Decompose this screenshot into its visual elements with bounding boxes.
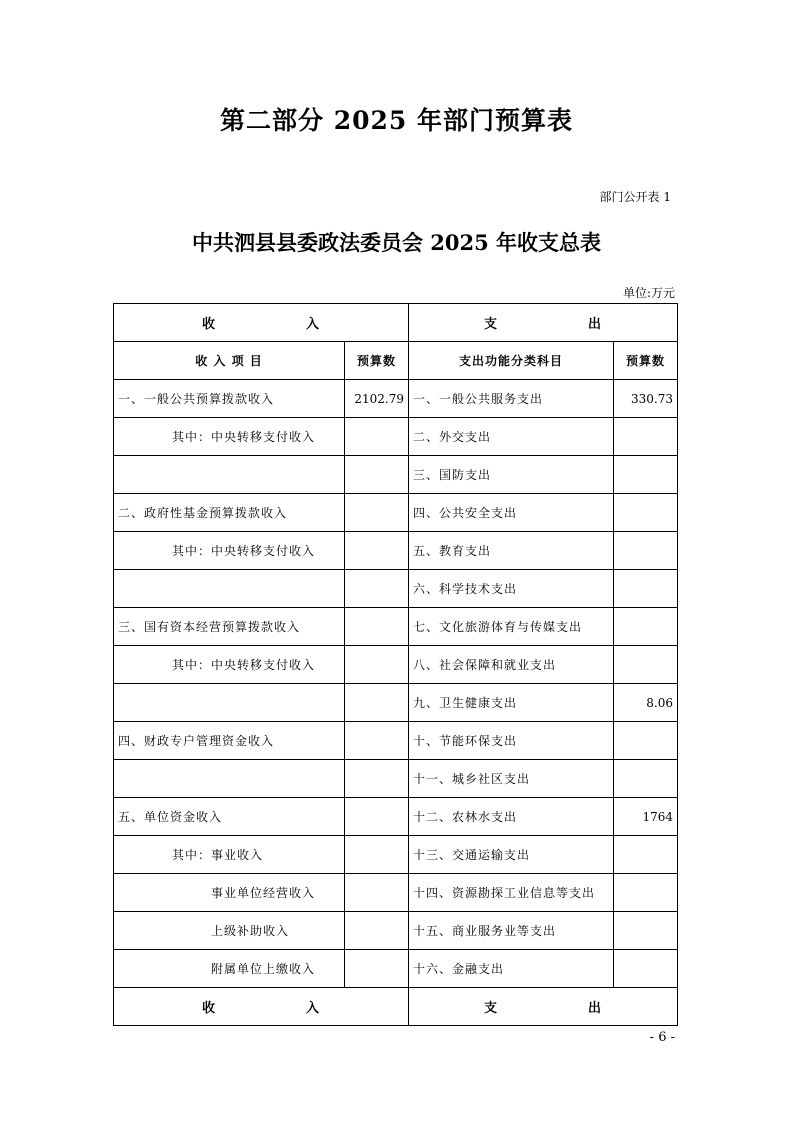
- section-header-row-repeat: [114, 988, 678, 1026]
- table-row: [114, 646, 678, 684]
- table-row: [114, 836, 678, 874]
- table-row: [114, 950, 678, 988]
- income-value-cell: [345, 874, 409, 912]
- expense-value-cell: [614, 570, 678, 608]
- income-item-cell: 三、国有资本经营预算拨款收入: [114, 608, 345, 646]
- expense-value-cell: [614, 874, 678, 912]
- income-item-cell: [114, 456, 345, 494]
- expense-value-cell: 8.06: [614, 684, 678, 722]
- income-item-cell: 一、一般公共预算拨款收入: [114, 380, 345, 418]
- expense-item-cell: 八、社会保障和就业支出: [409, 646, 614, 684]
- table-number: 部门公开表 1: [599, 190, 671, 204]
- section-header-row: [114, 304, 678, 342]
- income-item-cell: 其中：事业收入: [114, 836, 345, 874]
- income-section-header: 收 入: [114, 988, 409, 1026]
- expense-item-cell: 十一、城乡社区支出: [409, 760, 614, 798]
- income-value-cell: [345, 722, 409, 760]
- table-row: [114, 532, 678, 570]
- table-row: [114, 798, 678, 836]
- income-value-cell: [345, 418, 409, 456]
- income-value-cell: 2102.79: [345, 380, 409, 418]
- income-value-cell: [345, 760, 409, 798]
- expense-item-cell: 十四、资源勘探工业信息等支出: [409, 874, 614, 912]
- income-value-cell: [345, 836, 409, 874]
- income-item-cell: 附属单位上缴收入: [114, 950, 345, 988]
- expense-value-cell: 330.73: [614, 380, 678, 418]
- expense-value-cell: [614, 760, 678, 798]
- income-item-cell: 其中：中央转移支付收入: [114, 646, 345, 684]
- expense-item-cell: 七、文化旅游体育与传媒支出: [409, 608, 614, 646]
- expense-item-cell: 十六、金融支出: [409, 950, 614, 988]
- income-item-cell: 其中：中央转移支付收入: [114, 532, 345, 570]
- income-item-cell: [114, 684, 345, 722]
- expense-value-cell: [614, 532, 678, 570]
- table-row: [114, 874, 678, 912]
- income-value-cell: [345, 494, 409, 532]
- unit-label: 单位:万元: [622, 286, 675, 300]
- table-row: [114, 912, 678, 950]
- page-number: - 6 -: [649, 1030, 675, 1045]
- table-row: [114, 608, 678, 646]
- expense-item-cell: 一、一般公共服务支出: [409, 380, 614, 418]
- table-row: [114, 456, 678, 494]
- table-row: [114, 380, 678, 418]
- income-value-cell: [345, 570, 409, 608]
- expense-value-cell: [614, 418, 678, 456]
- expense-value-cell: [614, 494, 678, 532]
- table-row: [114, 418, 678, 456]
- expense-value-cell: [614, 836, 678, 874]
- expense-item-cell: 五、教育支出: [409, 532, 614, 570]
- expense-item-cell: 二、外交支出: [409, 418, 614, 456]
- expense-item-cell: 四、公共安全支出: [409, 494, 614, 532]
- table-row: [114, 570, 678, 608]
- income-item-cell: 上级补助收入: [114, 912, 345, 950]
- table-row: [114, 684, 678, 722]
- income-value-cell: [345, 684, 409, 722]
- expense-budget-header: 预算数: [614, 342, 678, 380]
- income-value-cell: [345, 456, 409, 494]
- income-budget-header: 预算数: [345, 342, 409, 380]
- income-value-cell: [345, 646, 409, 684]
- income-item-cell: 四、财政专户管理资金收入: [114, 722, 345, 760]
- expense-item-header: 支出功能分类科目: [409, 342, 614, 380]
- expense-value-cell: [614, 646, 678, 684]
- expense-item-cell: 六、科学技术支出: [409, 570, 614, 608]
- expense-item-cell: 十三、交通运输支出: [409, 836, 614, 874]
- expense-value-cell: [614, 608, 678, 646]
- column-header-row: [114, 342, 678, 380]
- table-row: [114, 722, 678, 760]
- expense-item-cell: 九、卫生健康支出: [409, 684, 614, 722]
- income-item-cell: 二、政府性基金预算拨款收入: [114, 494, 345, 532]
- expense-item-cell: 十、节能环保支出: [409, 722, 614, 760]
- income-value-cell: [345, 798, 409, 836]
- income-value-cell: [345, 912, 409, 950]
- expense-value-cell: [614, 722, 678, 760]
- part-title: 第二部分 2025 年部门预算表: [220, 106, 573, 135]
- budget-table: [113, 303, 678, 1026]
- expense-value-cell: 1764: [614, 798, 678, 836]
- table-title: 中共泗县县委政法委员会 2025 年收支总表: [191, 230, 602, 255]
- table-row: [114, 494, 678, 532]
- income-section-header: 收 入: [114, 304, 409, 342]
- expense-value-cell: [614, 950, 678, 988]
- income-item-cell: [114, 570, 345, 608]
- expense-item-cell: 十二、农林水支出: [409, 798, 614, 836]
- income-item-cell: 事业单位经营收入: [114, 874, 345, 912]
- expense-value-cell: [614, 456, 678, 494]
- expense-item-cell: 十五、商业服务业等支出: [409, 912, 614, 950]
- expense-value-cell: [614, 912, 678, 950]
- income-item-cell: 五、单位资金收入: [114, 798, 345, 836]
- expense-section-header: 支 出: [409, 304, 678, 342]
- expense-item-cell: 三、国防支出: [409, 456, 614, 494]
- income-value-cell: [345, 532, 409, 570]
- income-value-cell: [345, 608, 409, 646]
- income-item-header: 收 入 项 目: [114, 342, 345, 380]
- expense-section-header: 支 出: [409, 988, 678, 1026]
- income-item-cell: [114, 760, 345, 798]
- income-item-cell: 其中：中央转移支付收入: [114, 418, 345, 456]
- table-row: [114, 760, 678, 798]
- income-value-cell: [345, 950, 409, 988]
